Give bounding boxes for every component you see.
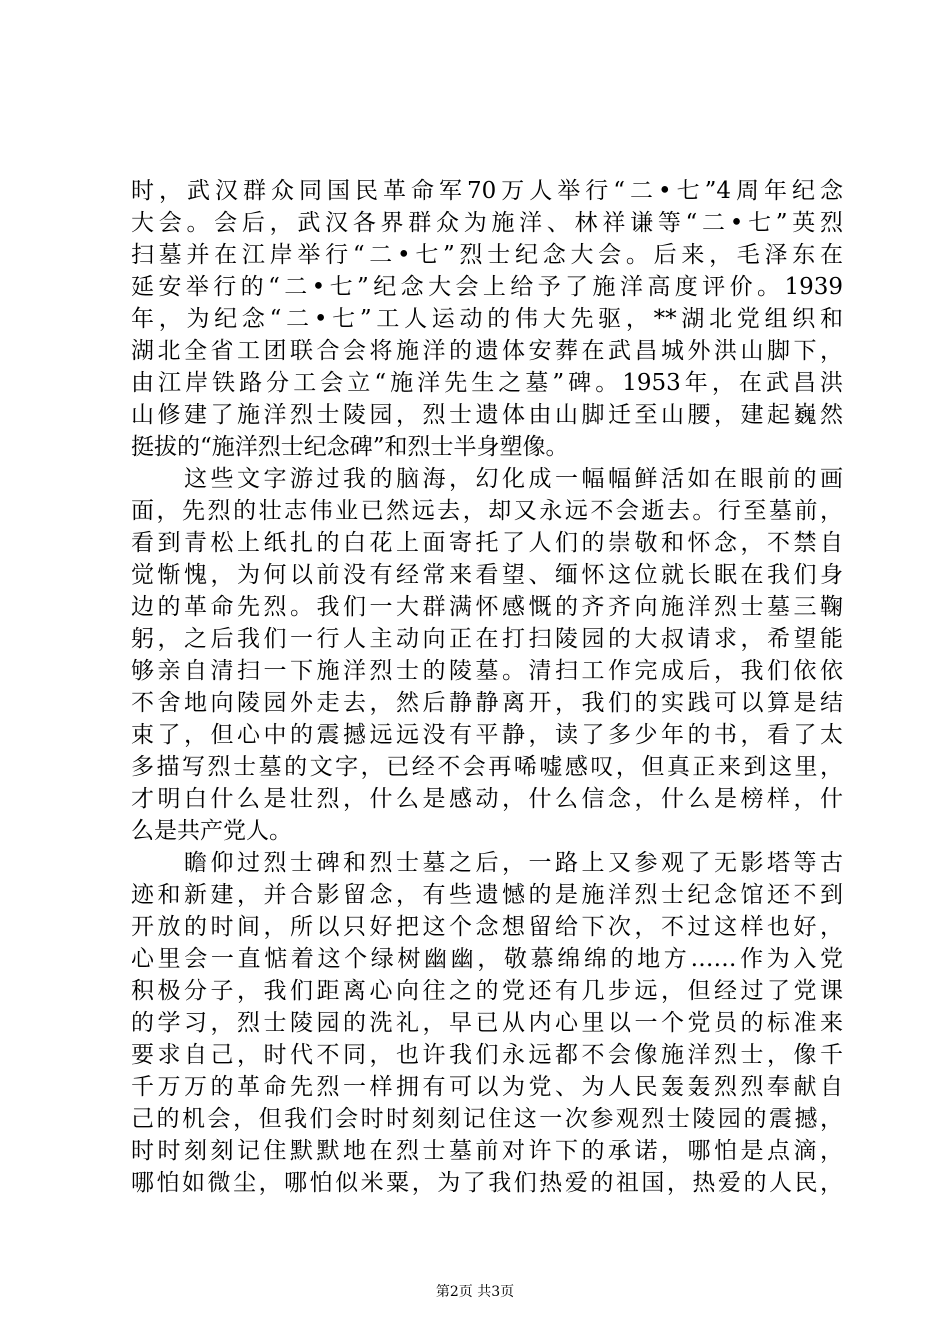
document-body — [131, 175, 843, 1199]
text-line: 要求自己，时代不同，也许我们永远都不会像施洋烈士，像千 — [131, 1042, 843, 1068]
text-line: 心里会一直惦着这个绿树幽幽，敬慕绵绵的地方……作为入党 — [131, 946, 843, 972]
text-line: 这些文字游过我的脑海，幻化成一幅幅鲜活如在眼前的画 — [131, 466, 843, 492]
text-line: 延安举行的“二•七”纪念大会上给予了施洋高度评价。1939 — [131, 274, 843, 300]
text-line: 躬，之后我们一行人主动向正在打扫陵园的大叔请求，希望能 — [131, 626, 843, 652]
text-line: 千万万的革命先烈一样拥有可以为党、为人民轰轰烈烈奉献自 — [131, 1074, 843, 1100]
text-line: 湖北全省工团联合会将施洋的遗体安葬在武昌城外洪山脚下， — [131, 338, 843, 364]
text-line: 才明白什么是壮烈，什么是感动，什么信念，什么是榜样，什 — [131, 786, 843, 812]
text-line: 开放的时间，所以只好把这个念想留给下次，不过这样也好， — [131, 914, 843, 940]
text-line: 时，武汉群众同国民革命军70万人举行“二•七”4周年纪念 — [131, 178, 843, 204]
text-line: 多描写烈士墓的文字，已经不会再唏嘘感叹，但真正来到这里， — [131, 754, 843, 780]
page-number-footer: 第2页 共3页 — [435, 1284, 515, 1300]
text-line: 不舍地向陵园外走去，然后静静离开，我们的实践可以算是结 — [131, 690, 843, 716]
text-line: 的学习，烈士陵园的洗礼，早已从内心里以一个党员的标准来 — [131, 1010, 843, 1036]
text-line: 面，先烈的壮志伟业已然远去，却又永远不会逝去。行至墓前， — [131, 498, 843, 524]
text-line: 哪怕如微尘，哪怕似米粟，为了我们热爱的祖国，热爱的人民， — [131, 1170, 843, 1196]
text-line: 看到青松上纸扎的白花上面寄托了人们的崇敬和怀念，不禁自 — [131, 530, 843, 556]
text-line: 觉惭愧，为何以前没有经常来看望、缅怀这位就长眠在我们身 — [131, 562, 843, 588]
text-line: 边的革命先烈。我们一大群满怀感慨的齐齐向施洋烈士墓三鞠 — [131, 594, 843, 620]
text-line: 束了，但心中的震撼远远没有平静，读了多少年的书，看了太 — [131, 722, 843, 748]
text-line: 由江岸铁路分工会立“施洋先生之墓”碑。1953年，在武昌洪 — [131, 370, 843, 396]
text-line: 时时刻刻记住默默地在烈士墓前对许下的承诺，哪怕是点滴， — [131, 1138, 843, 1164]
text-line: 迹和新建，并合影留念，有些遗憾的是施洋烈士纪念馆还不到 — [131, 882, 843, 908]
text-line: 大会。会后，武汉各界群众为施洋、林祥谦等“二•七”英烈 — [131, 210, 843, 236]
text-line: 么是共产党人。 — [131, 818, 292, 844]
text-line: 挺拔的“施洋烈士纪念碑”和烈士半身塑像。 — [131, 434, 569, 460]
text-line: 瞻仰过烈士碑和烈士墓之后，一路上又参观了无影塔等古 — [131, 850, 843, 876]
text-line: 年，为纪念“二•七”工人运动的伟大先驱，**湖北党组织和 — [131, 306, 843, 332]
text-line: 山修建了施洋烈士陵园，烈士遗体由山脚迁至山腰，建起巍然 — [131, 402, 843, 428]
text-line: 积极分子，我们距离心向往之的党还有几步远，但经过了党课 — [131, 978, 843, 1004]
text-line: 扫墓并在江岸举行“二•七”烈士纪念大会。后来，毛泽东在 — [131, 242, 843, 268]
text-line: 己的机会，但我们会时时刻刻记住这一次参观烈士陵园的震撼， — [131, 1106, 843, 1132]
text-line: 够亲自清扫一下施洋烈士的陵墓。清扫工作完成后，我们依依 — [131, 658, 843, 684]
